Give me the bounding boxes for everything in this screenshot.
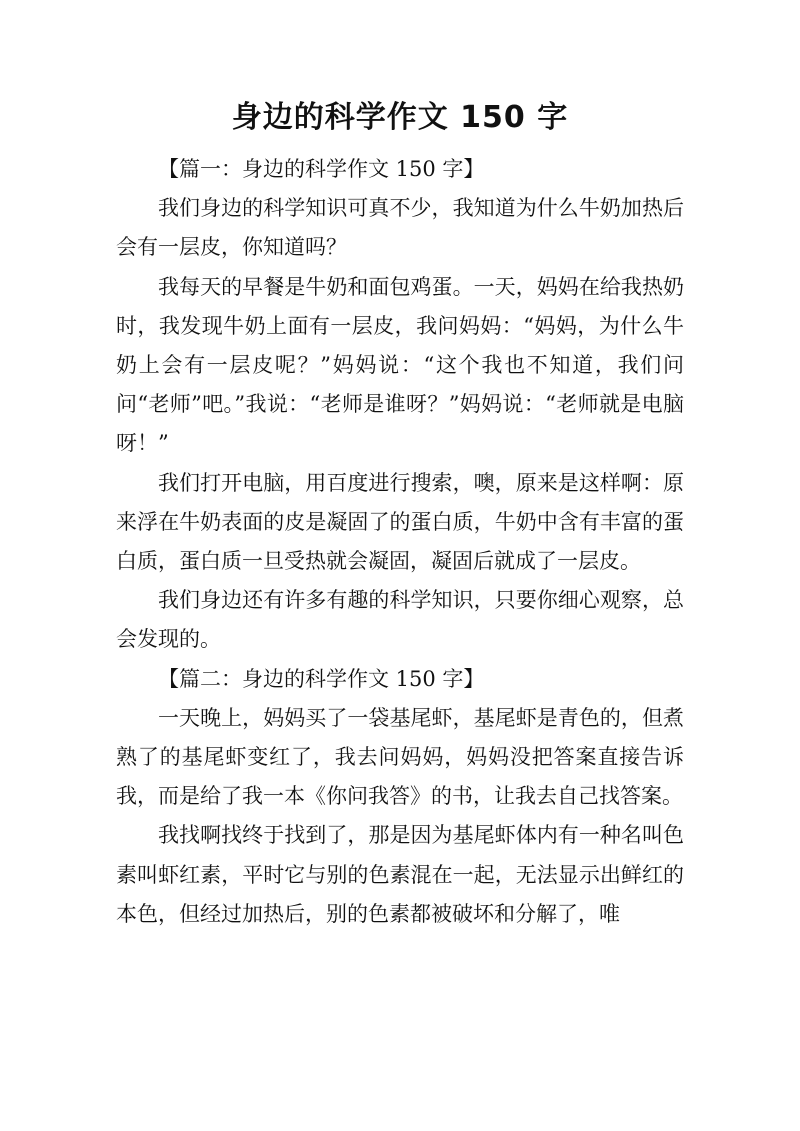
paragraph-2: 我每天的早餐是牛奶和面包鸡蛋。一天，妈妈在给我热奶时，我发现牛奶上面有一层皮，我问妈妈：“妈妈，为什么牛奶上会有一层皮呢？”妈妈说：“这个我也不知道，我们问问“老师”吧。”我说：“老师是谁呀？”妈妈说：“老师就是电脑呀！” (116, 274, 684, 456)
paragraph-1: 我们身边的科学知识可真不少，我知道为什么牛奶加热后会有一层皮，你知道吗？ (116, 196, 684, 260)
section-heading-2: 【篇二：身边的科学作文 150 字】 (158, 666, 485, 691)
document-body (116, 150, 684, 934)
document-title: 身边的科学作文 150 字 (231, 100, 569, 135)
paragraph-4: 我们身边还有许多有趣的科学知识，只要你细心观察，总会发现的。 (116, 588, 684, 652)
paragraph-3: 我们打开电脑，用百度进行搜索，噢，原来是这样啊：原来浮在牛奶表面的皮是凝固了的蛋白质，牛奶中含有丰富的蛋白质，蛋白质一旦受热就会凝固，凝固后就成了一层皮。 (116, 470, 684, 574)
section-heading-1: 【篇一：身边的科学作文 150 字】 (158, 157, 485, 181)
paragraph-5: 一天晚上，妈妈买了一袋基尾虾，基尾虾是青色的，但煮熟了的基尾虾变红了，我去问妈妈，妈妈没把答案直接告诉我，而是给了我一本《你问我答》的书，让我去自己找答案。 (116, 705, 684, 809)
paragraph-6: 我找啊找终于找到了，那是因为基尾虾体内有一种名叫色素叫虾红素，平时它与别的色素混在一起，无法显示出鲜红的本色，但经过加热后，别的色素都被破坏和分解了，唯 (116, 823, 684, 926)
